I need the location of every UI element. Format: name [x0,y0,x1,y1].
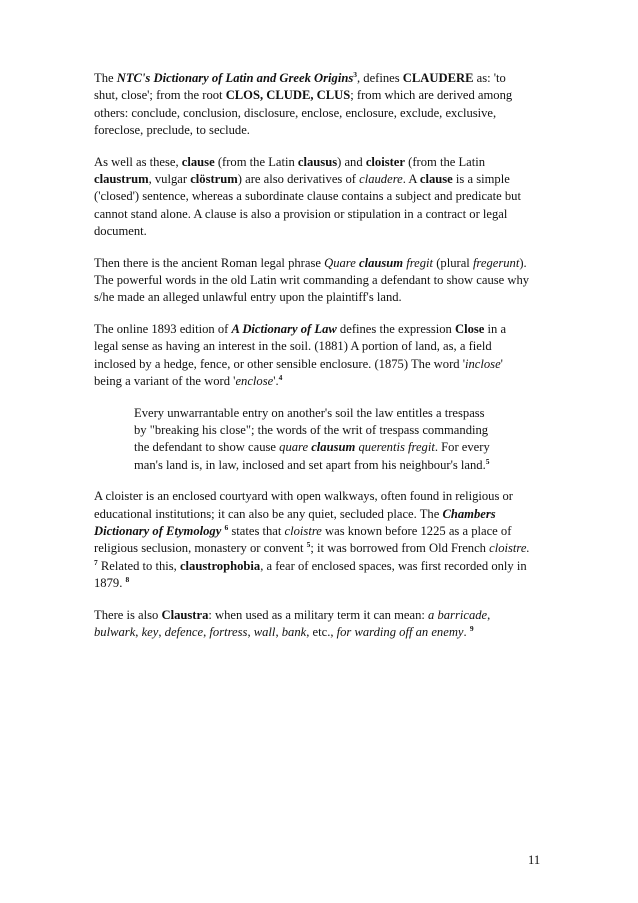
text: . A [402,172,420,187]
term-querentis-fregit: querentis fregit [358,440,435,455]
block-quote [134,405,550,475]
term-cloistre: cloistre [284,523,322,538]
footnote-ref: 6 [224,522,229,532]
term-enclose: enclose [235,374,274,389]
text: , [247,624,254,639]
text: as: 'to [473,71,506,85]
paragraph-clause [94,154,550,241]
text: defines the expression [336,321,455,336]
text: ; it was borrowed from Old French [310,541,490,556]
text: religious seclusion, monastery or convent [94,541,307,556]
text: man's land is, in law, inclosed and set apart from his neighbour's land. [134,457,486,472]
text: The [94,71,117,85]
text-line: document. [94,224,147,239]
text: . [463,624,470,639]
text-line: foreclose, preclude, to seclude. [94,123,250,138]
text-line: cannot stand alone. A clause is also a provision or stipulation in a contract or legal [94,206,508,221]
term-claustrophobia: claustrophobia [179,558,261,573]
text: . For every [434,440,490,455]
text: inclosed by a hedge, fence, or other sensible enclosure. (1875) The word ' [94,356,465,371]
term-warding: for warding off an enemy [336,624,464,639]
term-clausum: clausum [358,255,404,270]
footnote-ref: 5 [306,540,311,550]
text: (plural [433,255,473,270]
text: , a fear of enclosed spaces, was first recorded only in [260,558,527,573]
term-quare-lower: quare [279,440,309,455]
term-fregerunt: fregerunt [472,255,520,270]
footnote-ref: 4 [278,373,283,383]
book-title-etymology: Dictionary of Etymology [94,523,222,538]
term-wall: wall [253,624,276,639]
term-cloistre-french: cloistre. [489,541,530,556]
text: ) are also derivatives of [237,172,360,187]
footnote-ref: 3 [353,70,357,79]
text: As well as these, [94,154,182,169]
term-close: Close [455,321,485,336]
term-clause: clause [181,154,215,169]
text: is a simple [452,172,510,187]
term-defence: defence [164,624,204,639]
text: : when used as a military term it can mean: [208,607,429,622]
text: (from the Latin [404,154,486,169]
term-fregit: fregit [406,255,434,270]
term-clostrum: clöstrum [190,172,238,187]
text: shut, close'; from the root [94,88,226,103]
term-roots: CLOS, CLUDE, CLUS [225,88,351,103]
footnote-ref: 7 [94,557,98,567]
text: , etc., [306,624,337,639]
paragraph-quare-clausum [94,255,550,307]
quote-line: by "breaking his close"; the words of the writ of trespass commanding [134,422,489,437]
book-title-ntc: NTC's Dictionary of Latin and Greek Origins [116,71,354,85]
term-claudere: CLAUDERE [402,71,474,85]
text: , [158,624,165,639]
text: 1879. [94,576,126,591]
term-quare: Quare [324,255,356,270]
text-line: s/he made an alleged unlawful entry upon the plaintiff's land. [94,290,402,305]
term-bank: bank [281,624,307,639]
text: educational institutions; it can also be any quiet, secluded place. The [94,506,443,521]
text: '. [273,374,279,389]
term-claudere-italic: claudere [359,172,403,187]
text: ; from which are derived among [350,88,513,103]
paragraph-dictionary-of-law [94,321,550,391]
paragraph-cloister [94,488,550,592]
text: Then there is the ancient Roman legal phrase [94,255,325,270]
text: , vulgar [148,172,191,187]
text-line: A cloister is an enclosed courtyard with open walkways, often found in religious or [94,489,513,504]
text: , [487,607,491,622]
text: , defines [356,71,403,85]
paragraph-claustra [94,607,550,642]
page-body [94,70,550,655]
quote-line: Every unwarrantable entry on another's soil the law entitles a trespass [134,405,485,420]
text-line: others: conclude, conclusion, disclosure, enclose, enclosure, exclude, exclusive, [94,105,497,120]
text: states that [228,523,285,538]
term-key: key [141,624,159,639]
text: (from the Latin [214,154,298,169]
text: , [275,624,282,639]
text: ) and [337,154,366,169]
text: There is also [94,607,162,622]
book-title-dictionary-of-law: A Dictionary of Law [231,321,337,336]
text-line: The powerful words in the old Latin writ commanding a defendant to show cause why [94,273,530,288]
text: , [203,624,210,639]
text: the defendant to show cause [134,440,280,455]
term-bulwark: bulwark [94,624,136,639]
term-clausum-quote: clausum [311,440,356,455]
footnote-ref: 8 [125,575,130,585]
book-title-chambers: Chambers [442,506,496,521]
text: ' [500,356,503,371]
term-cloister: cloister [365,154,405,169]
text: Related to this, [97,558,180,573]
text: being a variant of the word ' [94,374,236,389]
term-inclose: inclose [464,356,501,371]
text: ). [519,255,527,270]
term-clause-2: clause [419,172,453,187]
text: , [135,624,142,639]
text-line: legal sense as having an interest in the soil. (1881) A portion of land, as, a field [94,339,492,354]
term-barricade: a barricade [428,607,488,622]
term-clausus: clausus [297,154,338,169]
footnote-ref: 5 [485,456,490,466]
term-claustrum: claustrum [94,172,149,187]
text-line: ('closed') sentence, whereas a subordinate clause contains a subject and predicate but [94,189,521,204]
page-number: 11 [528,853,541,867]
text: The online 1893 edition of [94,321,232,336]
term-fortress: fortress [209,624,248,639]
footnote-ref: 9 [469,623,474,633]
text: was known before 1225 as a place of [321,523,512,538]
term-claustra: Claustra [161,607,209,622]
text: in a [484,321,507,336]
paragraph-claudere [94,70,550,140]
